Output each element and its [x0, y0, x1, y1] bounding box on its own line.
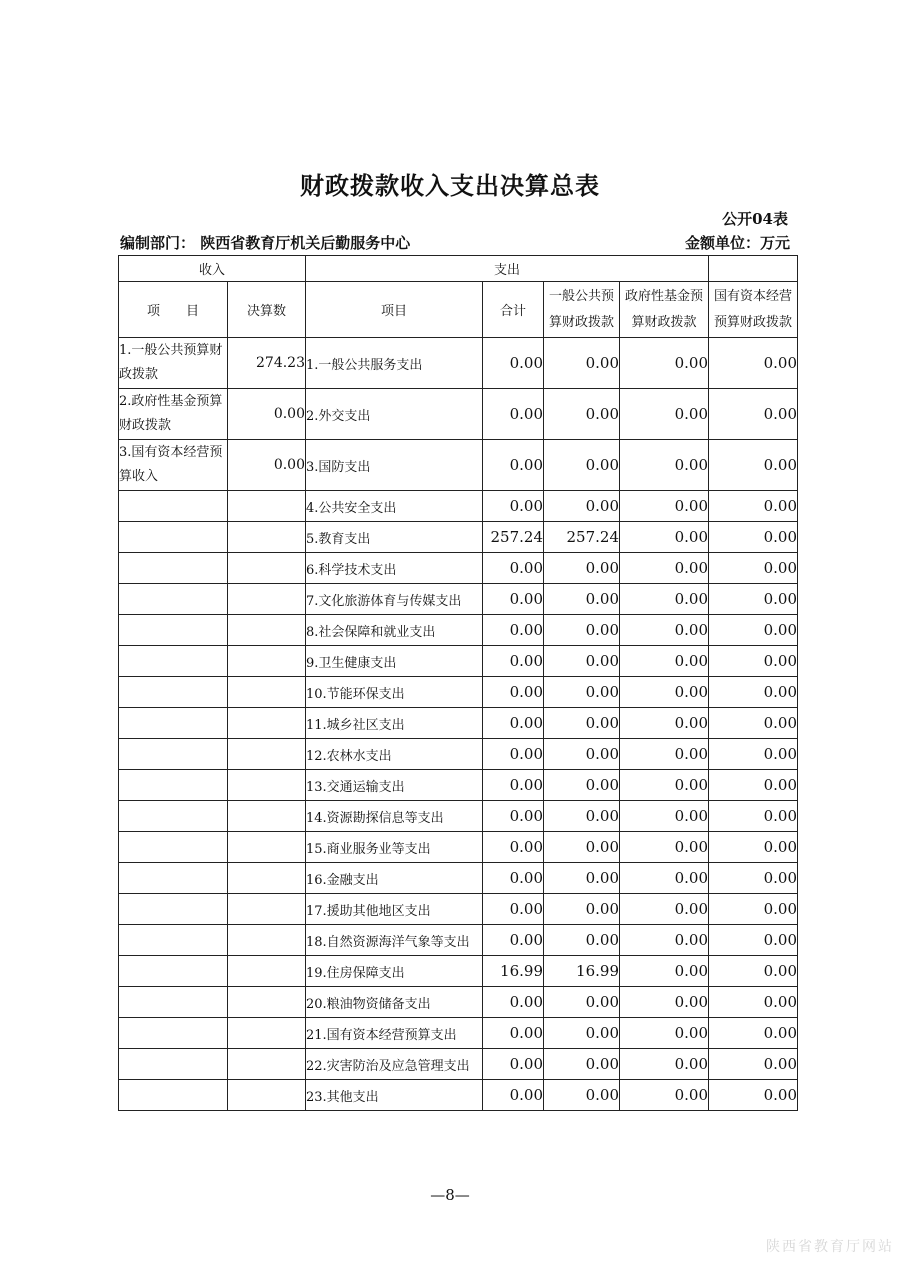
income-value-cell [228, 553, 306, 584]
income-value-cell [228, 739, 306, 770]
state-capital-cell: 0.00 [709, 389, 798, 440]
gov-fund-cell: 0.00 [620, 615, 709, 646]
income-item-cell [119, 832, 228, 863]
income-item-cell [119, 615, 228, 646]
income-value-cell [228, 832, 306, 863]
gov-fund-header: 政府性基金预算财政拨款 [620, 282, 709, 338]
page-number: —8— [430, 1186, 470, 1204]
state-capital-cell: 0.00 [709, 894, 798, 925]
expense-item-cell: 7.文化旅游体育与传媒支出 [306, 584, 483, 615]
total-cell: 257.24 [483, 522, 544, 553]
general-budget-cell: 0.00 [544, 739, 620, 770]
gov-fund-cell: 0.00 [620, 553, 709, 584]
general-budget-cell: 257.24 [544, 522, 620, 553]
income-value-cell [228, 863, 306, 894]
table-row [119, 925, 798, 956]
income-item-cell: 1.一般公共预算财政拨款 [119, 338, 228, 389]
table-row [119, 894, 798, 925]
income-item-cell [119, 987, 228, 1018]
page-title: 财政拨款收入支出决算总表 [300, 171, 600, 200]
table-row [119, 522, 798, 553]
income-value-cell [228, 1080, 306, 1111]
gov-fund-cell: 0.00 [620, 708, 709, 739]
total-cell: 0.00 [483, 389, 544, 440]
general-budget-cell: 0.00 [544, 338, 620, 389]
general-budget-cell: 0.00 [544, 832, 620, 863]
income-item-cell [119, 584, 228, 615]
table-row [119, 832, 798, 863]
table-row [119, 987, 798, 1018]
state-capital-cell: 0.00 [709, 987, 798, 1018]
general-budget-cell: 0.00 [544, 646, 620, 677]
table-row [119, 1049, 798, 1080]
income-item-cell [119, 894, 228, 925]
table-row [119, 801, 798, 832]
general-budget-header: 一般公共预算财政拨款 [544, 282, 620, 338]
unit-label: 金额单位：万元 [684, 234, 790, 252]
general-budget-cell: 0.00 [544, 440, 620, 491]
general-budget-cell: 0.00 [544, 615, 620, 646]
gov-fund-cell: 0.00 [620, 338, 709, 389]
total-cell: 0.00 [483, 770, 544, 801]
expense-item-cell: 10.节能环保支出 [306, 677, 483, 708]
table-row [119, 677, 798, 708]
income-item-cell [119, 491, 228, 522]
gov-fund-cell: 0.00 [620, 1080, 709, 1111]
table-row [119, 338, 798, 389]
state-capital-cell: 0.00 [709, 646, 798, 677]
income-value-cell [228, 956, 306, 987]
gov-fund-cell: 0.00 [620, 739, 709, 770]
income-item-cell [119, 925, 228, 956]
state-capital-cell: 0.00 [709, 615, 798, 646]
general-budget-cell: 0.00 [544, 389, 620, 440]
gov-fund-cell: 0.00 [620, 584, 709, 615]
income-item-cell [119, 646, 228, 677]
income-item-cell [119, 553, 228, 584]
gov-fund-cell: 0.00 [620, 1049, 709, 1080]
table-row [119, 615, 798, 646]
gov-fund-cell: 0.00 [620, 925, 709, 956]
total-cell: 0.00 [483, 1018, 544, 1049]
general-budget-cell: 0.00 [544, 553, 620, 584]
income-value-cell [228, 677, 306, 708]
expense-item-cell: 8.社会保障和就业支出 [306, 615, 483, 646]
income-item-cell: 2.政府性基金预算财政拨款 [119, 389, 228, 440]
expense-item-cell: 18.自然资源海洋气象等支出 [306, 925, 483, 956]
expense-item-cell: 21.国有资本经营预算支出 [306, 1018, 483, 1049]
table-row [119, 1018, 798, 1049]
department-label: 编制部门： 陕西省教育厅机关后勤服务中心 [120, 234, 411, 252]
expense-item-cell: 1.一般公共服务支出 [306, 338, 483, 389]
income-item-cell [119, 1080, 228, 1111]
expense-item-cell: 3.国防支出 [306, 440, 483, 491]
income-item-cell [119, 522, 228, 553]
state-capital-cell: 0.00 [709, 522, 798, 553]
expense-item-header: 项目 [306, 282, 483, 338]
income-item-cell [119, 770, 228, 801]
income-value-cell [228, 1049, 306, 1080]
income-value-cell [228, 615, 306, 646]
table-row [119, 584, 798, 615]
state-capital-cell: 0.00 [709, 1018, 798, 1049]
state-capital-cell: 0.00 [709, 491, 798, 522]
gov-fund-cell: 0.00 [620, 894, 709, 925]
total-cell: 0.00 [483, 615, 544, 646]
total-cell: 0.00 [483, 440, 544, 491]
table-row [119, 863, 798, 894]
income-value-cell [228, 925, 306, 956]
expense-item-cell: 20.粮油物资储备支出 [306, 987, 483, 1018]
state-capital-cell: 0.00 [709, 338, 798, 389]
expense-item-cell: 15.商业服务业等支出 [306, 832, 483, 863]
expense-item-cell: 4.公共安全支出 [306, 491, 483, 522]
total-cell: 0.00 [483, 1080, 544, 1111]
total-cell: 0.00 [483, 739, 544, 770]
expense-item-cell: 5.教育支出 [306, 522, 483, 553]
expense-item-cell: 6.科学技术支出 [306, 553, 483, 584]
total-cell: 0.00 [483, 646, 544, 677]
state-capital-cell: 0.00 [709, 1049, 798, 1080]
income-value-cell [228, 708, 306, 739]
general-budget-cell: 0.00 [544, 584, 620, 615]
expense-item-cell: 23.其他支出 [306, 1080, 483, 1111]
total-cell: 0.00 [483, 1049, 544, 1080]
general-budget-cell: 0.00 [544, 1018, 620, 1049]
income-item-cell [119, 708, 228, 739]
general-budget-cell: 0.00 [544, 708, 620, 739]
table-row [119, 708, 798, 739]
expense-item-cell: 13.交通运输支出 [306, 770, 483, 801]
table-row [119, 770, 798, 801]
table-row [119, 646, 798, 677]
income-value-cell [228, 987, 306, 1018]
income-value-cell: 0.00 [228, 389, 306, 440]
expense-item-cell: 17.援助其他地区支出 [306, 894, 483, 925]
state-capital-cell: 0.00 [709, 801, 798, 832]
header-row-bottom [119, 282, 798, 338]
header-row-top [119, 256, 798, 282]
table-body [119, 338, 798, 1111]
state-capital-cell: 0.00 [709, 553, 798, 584]
gov-fund-cell: 0.00 [620, 1018, 709, 1049]
income-item-cell: 3.国有资本经营预算收入 [119, 440, 228, 491]
general-budget-cell: 0.00 [544, 863, 620, 894]
expense-item-cell: 12.农林水支出 [306, 739, 483, 770]
expense-header: 支出 [306, 256, 709, 282]
income-item-cell [119, 956, 228, 987]
state-capital-cell: 0.00 [709, 956, 798, 987]
total-cell: 0.00 [483, 987, 544, 1018]
table-row [119, 1080, 798, 1111]
income-value-cell: 274.23 [228, 338, 306, 389]
table-row [119, 553, 798, 584]
total-cell: 0.00 [483, 863, 544, 894]
total-cell: 0.00 [483, 338, 544, 389]
total-cell: 0.00 [483, 925, 544, 956]
income-value-cell [228, 646, 306, 677]
gov-fund-cell: 0.00 [620, 987, 709, 1018]
gov-fund-cell: 0.00 [620, 956, 709, 987]
state-capital-cell: 0.00 [709, 739, 798, 770]
expense-item-cell: 14.资源勘探信息等支出 [306, 801, 483, 832]
income-value-cell [228, 770, 306, 801]
expense-item-cell: 22.灾害防治及应急管理支出 [306, 1049, 483, 1080]
total-cell: 0.00 [483, 491, 544, 522]
general-budget-cell: 0.00 [544, 677, 620, 708]
income-item-cell [119, 739, 228, 770]
table-row [119, 956, 798, 987]
general-budget-cell: 16.99 [544, 956, 620, 987]
income-value-cell [228, 522, 306, 553]
total-cell: 0.00 [483, 553, 544, 584]
state-capital-cell: 0.00 [709, 584, 798, 615]
income-value-cell [228, 584, 306, 615]
table-row [119, 389, 798, 440]
general-budget-cell: 0.00 [544, 925, 620, 956]
income-item-cell [119, 863, 228, 894]
general-budget-cell: 0.00 [544, 491, 620, 522]
income-value-cell [228, 1018, 306, 1049]
general-budget-cell: 0.00 [544, 801, 620, 832]
gov-fund-cell: 0.00 [620, 801, 709, 832]
expense-item-cell: 16.金融支出 [306, 863, 483, 894]
expense-item-cell: 11.城乡社区支出 [306, 708, 483, 739]
state-capital-cell: 0.00 [709, 770, 798, 801]
final-amount-header: 决算数 [228, 282, 306, 338]
general-budget-cell: 0.00 [544, 987, 620, 1018]
table-row [119, 440, 798, 491]
budget-table [118, 255, 798, 1111]
general-budget-cell: 0.00 [544, 1080, 620, 1111]
income-value-cell: 0.00 [228, 440, 306, 491]
total-cell: 16.99 [483, 956, 544, 987]
state-capital-cell: 0.00 [709, 440, 798, 491]
general-budget-cell: 0.00 [544, 894, 620, 925]
total-header: 合计 [483, 282, 544, 338]
expense-item-cell: 2.外交支出 [306, 389, 483, 440]
total-cell: 0.00 [483, 894, 544, 925]
income-value-cell [228, 801, 306, 832]
income-item-cell [119, 1018, 228, 1049]
site-watermark: 陕西省教育厅网站 [766, 1239, 894, 1255]
gov-fund-cell: 0.00 [620, 522, 709, 553]
total-cell: 0.00 [483, 801, 544, 832]
income-value-cell [228, 491, 306, 522]
state-capital-cell: 0.00 [709, 832, 798, 863]
gov-fund-cell: 0.00 [620, 389, 709, 440]
state-capital-cell: 0.00 [709, 708, 798, 739]
total-cell: 0.00 [483, 832, 544, 863]
table-row [119, 491, 798, 522]
gov-fund-cell: 0.00 [620, 646, 709, 677]
expense-item-cell: 19.住房保障支出 [306, 956, 483, 987]
total-cell: 0.00 [483, 708, 544, 739]
general-budget-cell: 0.00 [544, 770, 620, 801]
state-capital-header: 国有资本经营预算财政拨款 [709, 282, 798, 338]
header-blank-cell [709, 256, 798, 282]
expense-item-cell: 9.卫生健康支出 [306, 646, 483, 677]
total-cell: 0.00 [483, 677, 544, 708]
state-capital-cell: 0.00 [709, 925, 798, 956]
income-item-header: 项 目 [119, 282, 228, 338]
total-cell: 0.00 [483, 584, 544, 615]
table-row [119, 739, 798, 770]
gov-fund-cell: 0.00 [620, 491, 709, 522]
income-item-cell [119, 801, 228, 832]
gov-fund-cell: 0.00 [620, 440, 709, 491]
income-item-cell [119, 677, 228, 708]
state-capital-cell: 0.00 [709, 863, 798, 894]
state-capital-cell: 0.00 [709, 677, 798, 708]
gov-fund-cell: 0.00 [620, 863, 709, 894]
gov-fund-cell: 0.00 [620, 770, 709, 801]
gov-fund-cell: 0.00 [620, 677, 709, 708]
income-item-cell [119, 1049, 228, 1080]
income-value-cell [228, 894, 306, 925]
state-capital-cell: 0.00 [709, 1080, 798, 1111]
gov-fund-cell: 0.00 [620, 832, 709, 863]
income-header: 收入 [119, 256, 306, 282]
general-budget-cell: 0.00 [544, 1049, 620, 1080]
table-number: 公开04表 [722, 210, 788, 228]
